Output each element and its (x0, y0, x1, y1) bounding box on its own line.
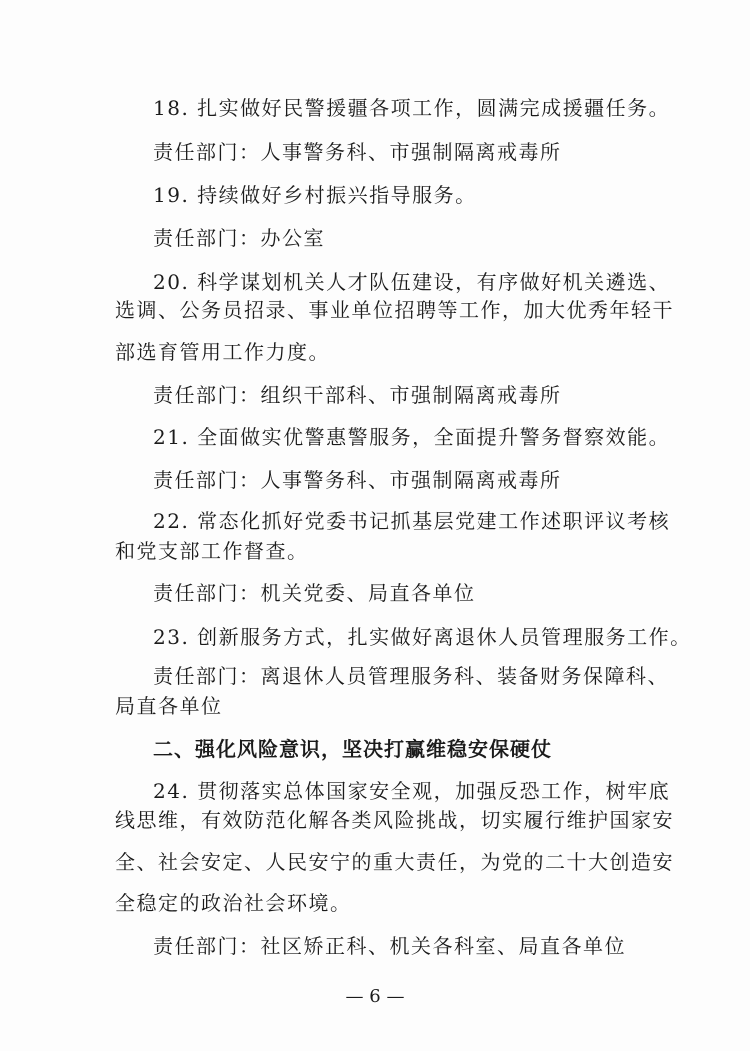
item-24-text-line-2: 线思维，有效防范化解各类风险挑战，切实履行维护国家安 (115, 808, 674, 832)
item-18-text: 18. 扎实做好民警援疆各项工作，圆满完成援疆任务。 (153, 96, 671, 120)
item-19-responsible: 责任部门：办公室 (153, 226, 325, 250)
item-24-responsible: 责任部门：社区矫正科、机关各科室、局直各单位 (153, 934, 626, 958)
item-24-text-line-1: 24. 贯彻落实总体国家安全观，加强反恐工作，树牢底 (153, 779, 671, 803)
item-23-text: 23. 创新服务方式，扎实做好离退休人员管理服务工作。 (153, 625, 692, 649)
item-20-responsible: 责任部门：组织干部科、市强制隔离戒毒所 (153, 383, 562, 407)
item-20-text-line-1: 20. 科学谋划机关人才队伍建设，有序做好机关遴选、 (153, 270, 671, 294)
item-24-text-line-4: 全稳定的政治社会环境。 (115, 891, 352, 915)
item-22-responsible: 责任部门：机关党委、局直各单位 (153, 581, 476, 605)
item-21-text: 21. 全面做实优警惠警服务，全面提升警务督察效能。 (153, 425, 671, 449)
section-heading-2: 二、强化风险意识，坚决打赢维稳安保硬仗 (153, 737, 552, 761)
item-20-text-line-2: 选调、公务员招录、事业单位招聘等工作，加大优秀年轻干 (115, 298, 674, 322)
item-23-responsible-line-2: 局直各单位 (115, 694, 223, 718)
item-20-text-line-3: 部选育管用工作力度。 (115, 340, 330, 364)
item-22-text-line-1: 22. 常态化抓好党委书记抓基层党建工作述职评议考核 (153, 509, 671, 533)
item-21-responsible: 责任部门：人事警务科、市强制隔离戒毒所 (153, 468, 562, 492)
page-number: — 6 — (345, 986, 405, 1007)
item-18-responsible: 责任部门：人事警务科、市强制隔离戒毒所 (153, 140, 562, 164)
item-24-text-line-3: 全、社会安定、人民安宁的重大责任，为党的二十大创造安 (115, 850, 674, 874)
item-22-text-line-2: 和党支部工作督查。 (115, 539, 309, 563)
item-23-responsible-line-1: 责任部门：离退休人员管理服务科、装备财务保障科、 (153, 664, 669, 688)
item-19-text: 19. 持续做好乡村振兴指导服务。 (153, 183, 477, 207)
